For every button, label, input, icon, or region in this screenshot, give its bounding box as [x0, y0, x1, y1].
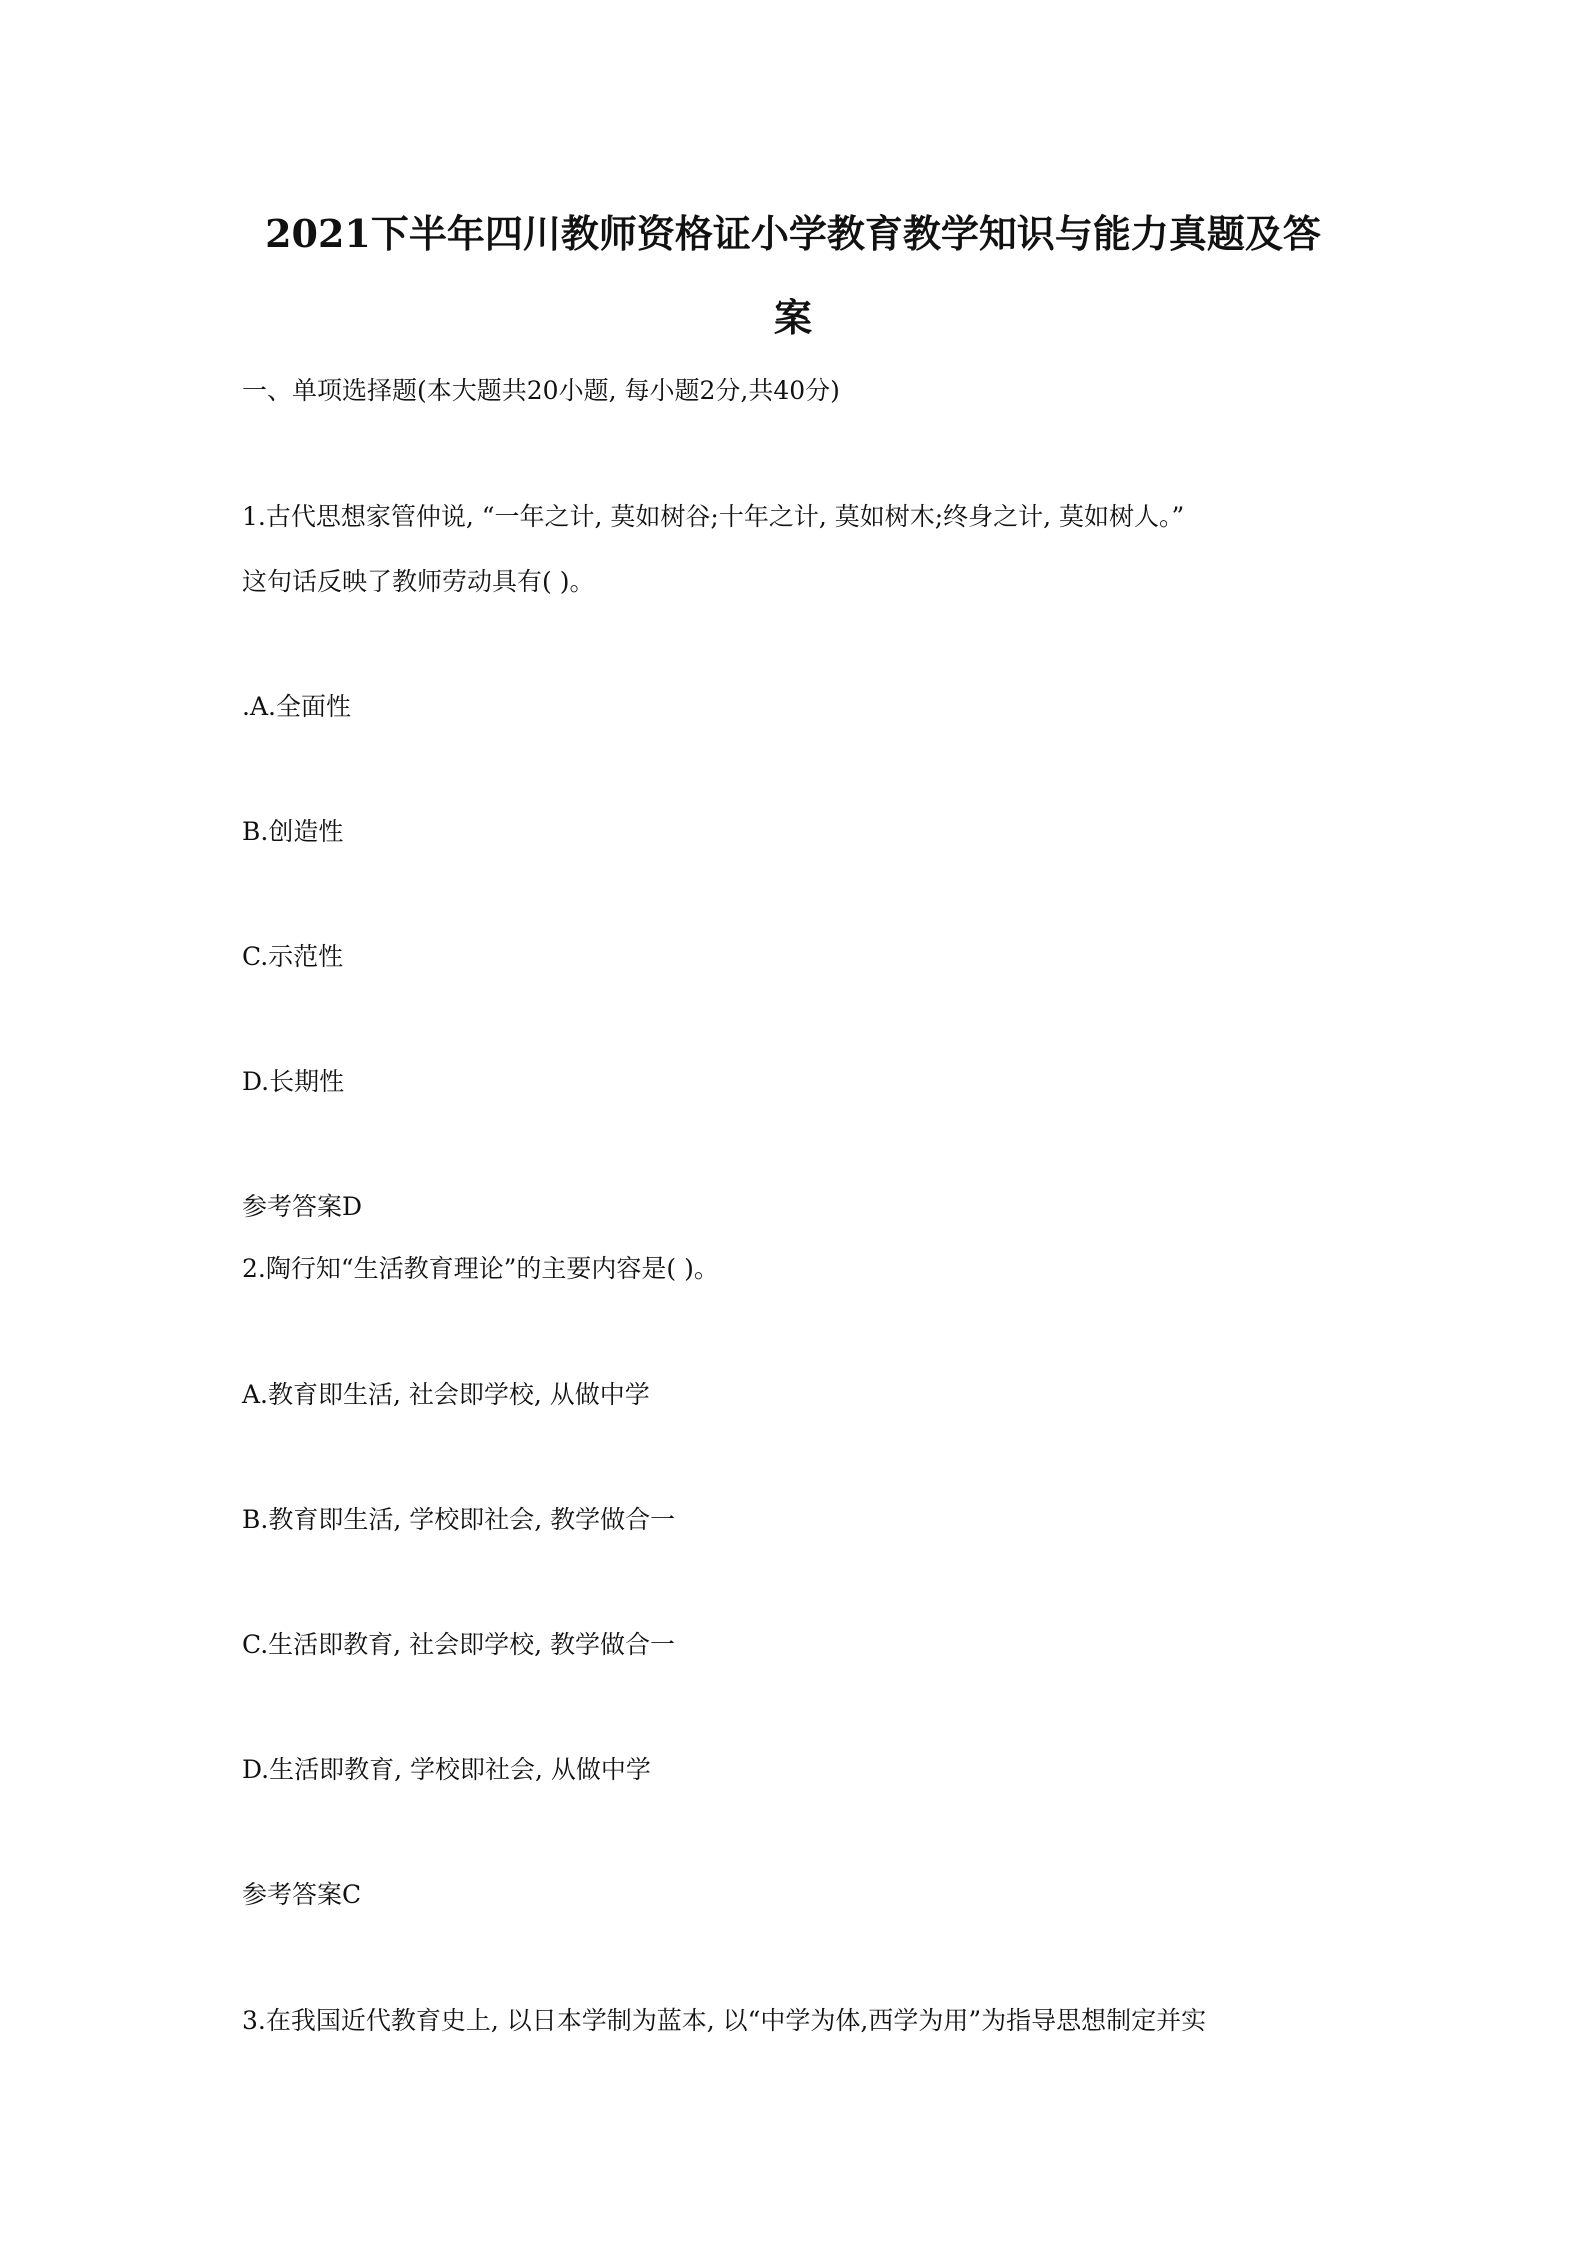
question-2-option-a: A.教育即生活, 社会即学校, 从做中学 — [242, 1380, 650, 1409]
question-2-stem-line-1: 2.陶行知“生活教育理论”的主要内容是( )。 — [242, 1254, 719, 1283]
document-title-line-2: 案 — [773, 295, 812, 340]
question-1-option-a: .A.全面性 — [242, 692, 351, 721]
document-title-line-1: 2021下半年四川教师资格证小学教育教学知识与能力真题及答 — [265, 211, 1321, 256]
question-1-answer: 参考答案D — [242, 1192, 363, 1221]
question-2-option-d: D.生活即教育, 学校即社会, 从做中学 — [242, 1755, 651, 1784]
question-3-stem-line-1: 3.在我国近代教育史上, 以日本学制为蓝本, 以“中学为体,西学为用”为指导思想制定并实 — [242, 2006, 1207, 2035]
question-2-option-c: C.生活即教育, 社会即学校, 教学做合一 — [242, 1630, 675, 1659]
question-2-answer: 参考答案C — [242, 1880, 362, 1909]
question-1-option-c: C.示范性 — [242, 942, 344, 971]
question-2-option-b: B.教育即生活, 学校即社会, 教学做合一 — [242, 1505, 676, 1534]
question-1-option-d: D.长期性 — [242, 1067, 345, 1096]
question-1-stem-line-2: 这句话反映了教师劳动具有( )。 — [242, 567, 595, 596]
question-1-option-b: B.创造性 — [242, 817, 344, 846]
section-heading: 一、单项选择题(本大题共20小题, 每小题2分,共40分) — [242, 376, 840, 405]
question-1-stem-line-1: 1.古代思想家管仲说, “一年之计, 莫如树谷;十年之计, 莫如树木;终身之计, 莫如树人。” — [242, 502, 1185, 531]
